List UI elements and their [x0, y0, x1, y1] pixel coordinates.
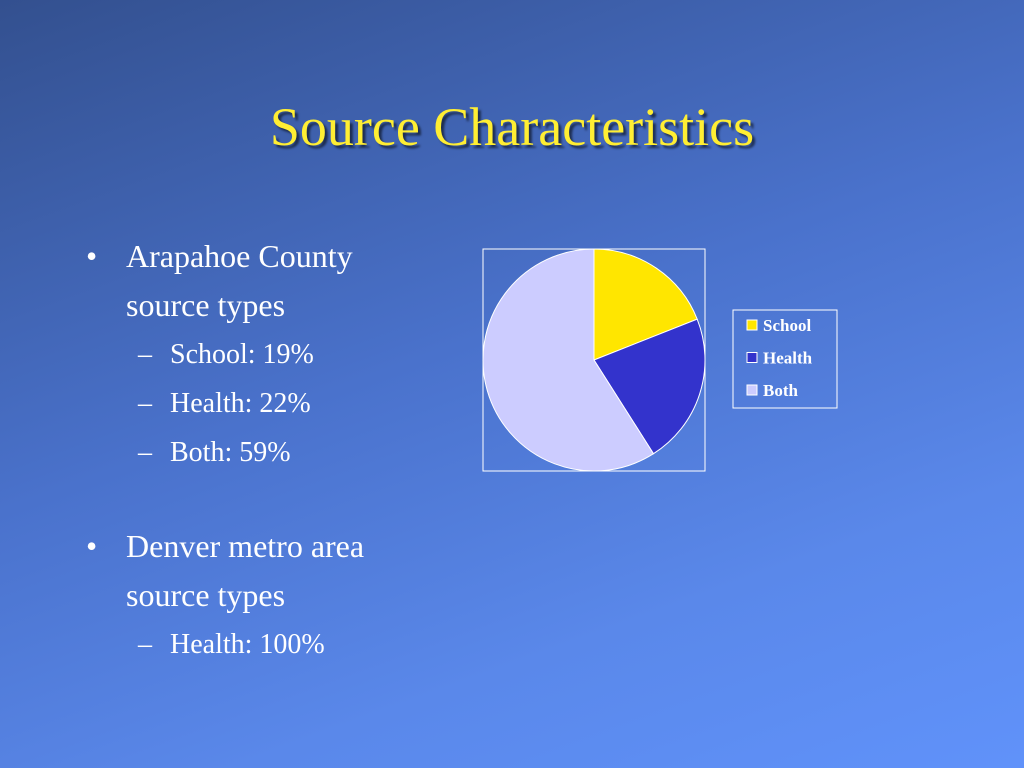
sub-bullet-text: Health: 22%: [170, 388, 311, 419]
bullet-text-line: source types: [126, 287, 286, 323]
bullet-marker: •: [86, 238, 98, 274]
bullet-marker: •: [86, 528, 98, 564]
sub-bullet-text: School: 19%: [170, 339, 314, 370]
sub-bullet-marker: –: [138, 388, 152, 419]
slide-title: Source Characteristics: [269, 97, 755, 157]
legend-label-health: Health: [763, 348, 813, 368]
legend-label-school: School: [763, 316, 812, 335]
legend-swatch-health: [747, 353, 757, 363]
legend-swatch-school: [747, 320, 757, 330]
sub-bullet-marker: –: [138, 629, 152, 660]
sub-bullet-text: Both: 59%: [170, 437, 291, 468]
bullet-text-line: Denver metro area: [126, 528, 365, 564]
sub-bullet-marker: –: [138, 437, 152, 468]
sub-bullet-marker: –: [138, 339, 152, 370]
legend-label-both: Both: [763, 381, 798, 400]
bullet-text-line: source types: [126, 577, 286, 613]
legend-swatch-both: [747, 385, 757, 395]
bullet-text-line: Arapahoe County: [126, 238, 353, 274]
sub-bullet-text: Health: 100%: [170, 629, 325, 660]
